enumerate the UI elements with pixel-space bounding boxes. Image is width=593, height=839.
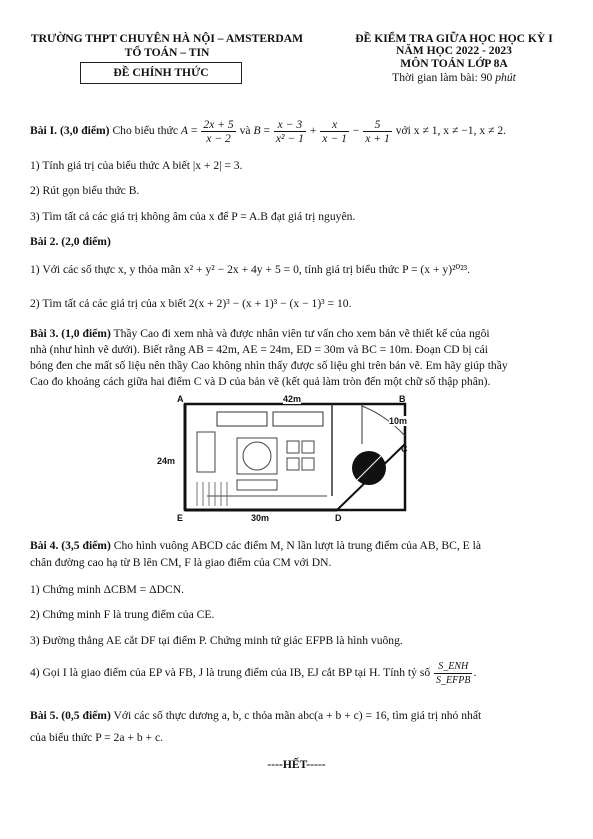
bai2-q1: 1) Với các số thực x, y thỏa mãn x² + y² − 2x + 4y + 5 = 0, tính giá trị biểu thức P = (x + y)²⁰²³. <box>30 263 471 276</box>
bai2-title: Bài 2. (2,0 điểm) <box>30 235 111 248</box>
plan-label-d: D <box>335 513 342 523</box>
bai4-q1: 1) Chứng minh ΔCBM = ΔDCN. <box>30 583 184 596</box>
subject: MÔN TOÁN LỚP 8A <box>400 57 508 70</box>
school-name: TRƯỜNG THPT CHUYÊN HÀ NỘI – AMSTERDAM <box>30 32 304 45</box>
plan-dim-ab: 42m <box>283 394 302 404</box>
bai4-q3: 3) Đường thẳng AE cắt DF tại điểm P. Chứng minh tứ giác EFPB là hình vuông. <box>30 634 403 647</box>
floor-plan-drawing <box>177 396 407 524</box>
plan-label-b: B <box>399 394 406 404</box>
plan-label-c: C <box>401 444 408 454</box>
plan-dim-ed: 30m <box>251 513 270 523</box>
bai3-line1: Bài 3. (1,0 điểm) Thầy Cao đi xem nhà và được nhân viên tư vấn cho xem bản vẽ thiết kế của ngôi <box>30 327 490 340</box>
bai4-q2: 2) Chứng minh F là trung điểm của CE. <box>30 608 215 621</box>
plan-dim-ae: 24m <box>157 456 176 466</box>
bai3-line4: Cao đo khoảng cách giữa hai điểm C và D của bản vẽ (kết quả làm tròn đến một chữ số thập phân). <box>30 375 491 388</box>
plan-label-e: E <box>177 513 184 523</box>
ratio-denominator: S_EFPB <box>436 675 471 686</box>
time-limit: Thời gian làm bài: 90 phút <box>392 71 516 84</box>
ratio-numerator: S_ENH <box>434 660 472 674</box>
plan-label-a: A <box>177 394 184 404</box>
bai4-line1: Bài 4. (3,5 điểm) Cho hình vuông ABCD các điểm M, N lần lượt là trung điểm của AB, BC, E là <box>30 539 482 552</box>
bai1-statement: Bài I. (3,0 điểm) Cho biểu thức A = $\frac{2x + 5}{x - 2}$ và B = $\frac{x - 3}{\text{x² − 1}}$ + $\frac{x}{x - 1}$ − $\frac{5}{x + 1}$ với x ≠ 1, x ≠ −1, x ≠ 2. <box>30 118 507 145</box>
bai1-q3: 3) Tìm tất cả các giá trị không âm của x để P = A.B đạt giá trị nguyên. <box>30 210 356 223</box>
bai4-q4: 4) Gọi I là giao điểm của EP và FB, J là trung điểm của IB, EJ cắt BP tại H. Tính tỷ số $\frac{\text{S\_ENH}}{\text{S\_EFPB}}$ . <box>30 661 477 686</box>
bai4-line2: chân đường cao hạ từ B lên CM, F là giao điểm của CM với DN. <box>30 556 332 569</box>
end-marker: ----HẾT----- <box>267 758 326 771</box>
bai3-line2: nhà (như hình vẽ dưới). Biết rằng AB = 42m, AE = 24m, ED = 30m và BC = 10m. Đoạn CD bị cái <box>30 343 488 356</box>
school-year: NĂM HỌC 2022 - 2023 <box>396 44 512 57</box>
bai2-q2: 2) Tìm tất cả các giá trị của x biết 2(x + 2)³ − (x + 1)³ − (x − 1)³ = 10. <box>30 297 352 310</box>
floor-plan-figure <box>157 394 408 524</box>
official-badge: ĐỀ CHÍNH THỨC <box>80 62 242 84</box>
bai1-q1: 1) Tính giá trị của biểu thức A biết |x + 2| = 3. <box>30 159 243 172</box>
plan-dim-bc: 10m <box>389 416 408 426</box>
bai1-q2: 2) Rút gọn biểu thức B. <box>30 184 140 197</box>
department: TỔ TOÁN – TIN <box>124 46 210 59</box>
bai5-line1: Bài 5. (0,5 điểm) Với các số thực dương a, b, c thỏa mãn abc(a + b + c) = 16, tìm giá trị nhỏ nhất <box>30 709 482 722</box>
bai5-line2: của biểu thức P = 2a + b + c. <box>30 731 163 744</box>
exam-title: ĐỀ KIỂM TRA GIỮA HỌC HỌC KỲ I <box>355 32 553 45</box>
bai3-line3: bóng đen che mất số liệu nên thầy Cao không nhìn thấy được số liệu ghi trên bản vẽ. Em hãy giúp thầy <box>30 359 508 372</box>
